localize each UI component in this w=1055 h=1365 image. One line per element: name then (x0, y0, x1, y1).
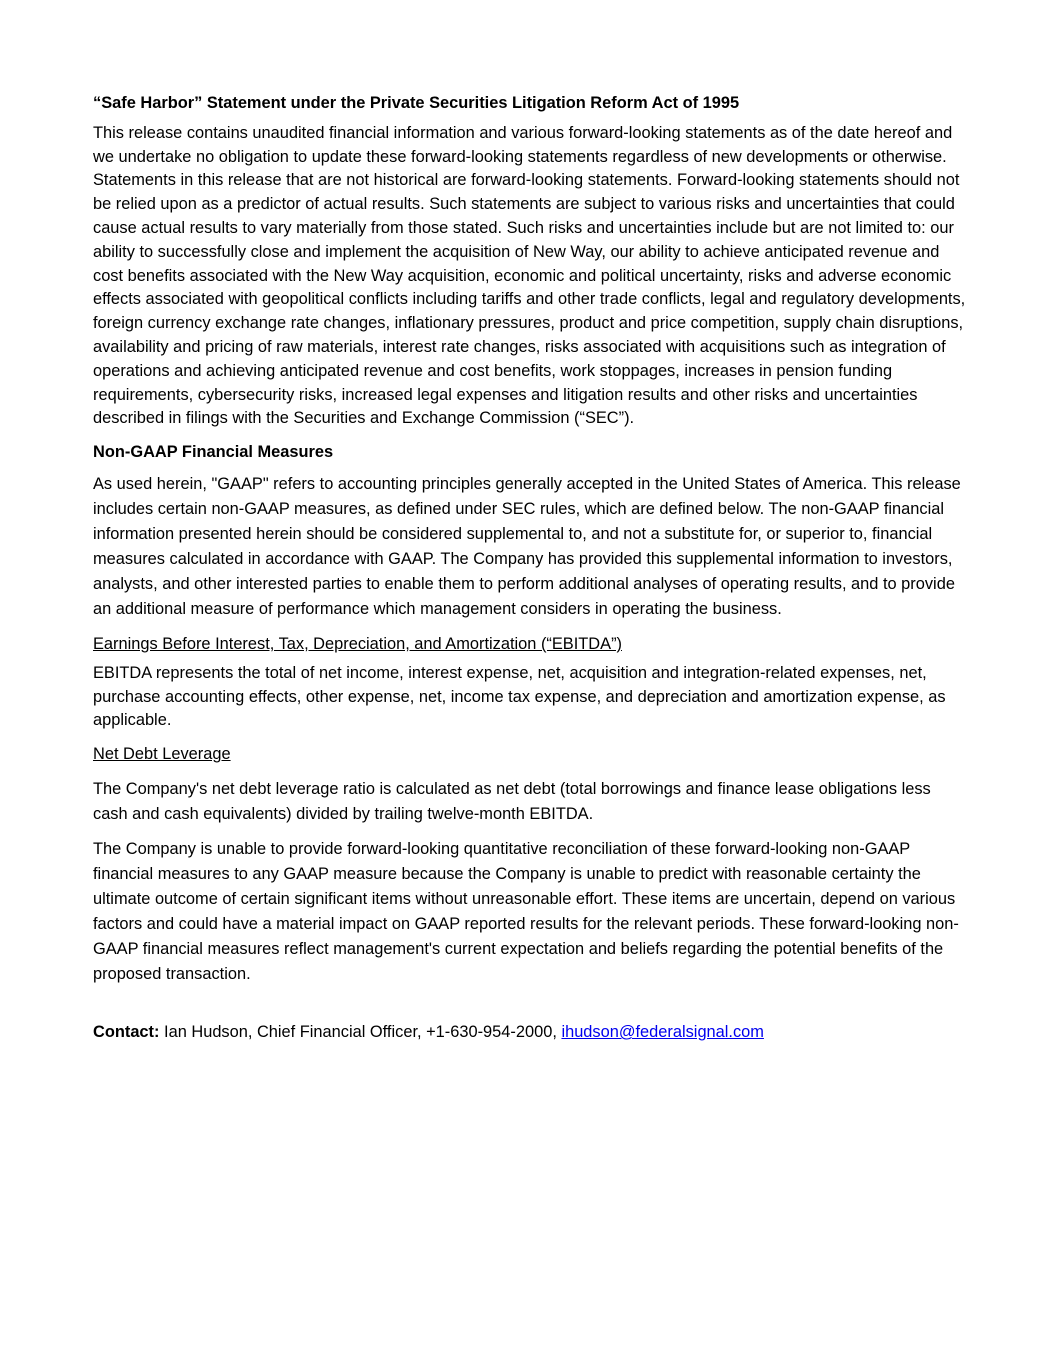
ebitda-heading: Earnings Before Interest, Tax, Depreciation, and Amortization (“EBITDA”) (93, 634, 622, 653)
contact-email-link[interactable]: ihudson@federalsignal.com (561, 1022, 764, 1041)
net-debt-heading: Net Debt Leverage (93, 745, 231, 764)
safe-harbor-body: This release contains unaudited financial information and various forward-looking statements as of the date hereof and we undertake no obligation to update these forward-looking statements regardless of new developments or otherwise. Statements in this release that are not historical are forward-looking statements. Forward-looking statements should not be relied upon as a predictor of actual results. Such statements are subject to various risks and uncertainties that could cause actual results to vary materially from those stated. Such risks and uncertainties include but are not limited to: our ability to successfully close and implement the acquisition of New Way, our ability to achieve anticipated revenue and cost benefits associated with the New Way acquisition, economic and political uncertainty, risks and adverse economic effects associated with geopolitical conflicts including tariffs and other trade conflicts, legal and regulatory developments, foreign currency exchange rate changes, inflationary pressures, product and price competition, supply chain disruptions, availability and pricing of raw materials, interest rate changes, risks associated with acquisitions such as integration of operations and achieving anticipated revenue and cost benefits, work stoppages, increases in pension funding requirements, cybersecurity risks, increased legal expenses and litigation results and other risks and uncertainties described in filings with the Securities and Exchange Commission (“SEC”). (93, 123, 966, 428)
contact-line (93, 1021, 967, 1045)
ebitda-body: EBITDA represents the total of net income, interest expense, net, acquisition and integration-related expenses, net, purchase accounting effects, other expense, net, income tax expense, and depreciation and amortization expense, as applicable. (93, 663, 946, 730)
contact-text: Ian Hudson, Chief Financial Officer, +1-630-954-2000, (159, 1022, 562, 1041)
forward-looking-body: The Company is unable to provide forward-looking quantitative reconciliation of these forward-looking non-GAAP financial measures to any GAAP measure because the Company is unable to predict with reasonable certainty the ultimate outcome of certain significant items without unreasonable effort. These items are uncertain, depend on various factors and could have a material impact on GAAP reported results for the relevant periods. These forward-looking non-GAAP financial measures reflect management's current expectation and beliefs regarding the potential benefits of the proposed transaction. (93, 839, 959, 983)
safe-harbor-heading: “Safe Harbor” Statement under the Private Securities Litigation Reform Act of 1995 (93, 94, 740, 112)
document-page (93, 92, 967, 1045)
net-debt-body: The Company's net debt leverage ratio is calculated as net debt (total borrowings and finance lease obligations less cash and cash equivalents) divided by trailing twelve-month EBITDA. (93, 779, 931, 823)
contact-label: Contact: (93, 1022, 160, 1041)
non-gaap-body: As used herein, "GAAP" refers to accounting principles generally accepted in the United States of America. This release includes certain non-GAAP measures, as defined under SEC rules, which are defined below. The non-GAAP financial information presented herein should be considered supplemental to, and not a substitute for, or superior to, financial measures calculated in accordance with GAAP. The Company has provided this supplemental information to investors, analysts, and other interested parties to enable them to perform additional analyses of operating results, and to provide an additional measure of performance which management considers in operating the business. (93, 474, 961, 618)
non-gaap-heading: Non-GAAP Financial Measures (93, 443, 334, 462)
